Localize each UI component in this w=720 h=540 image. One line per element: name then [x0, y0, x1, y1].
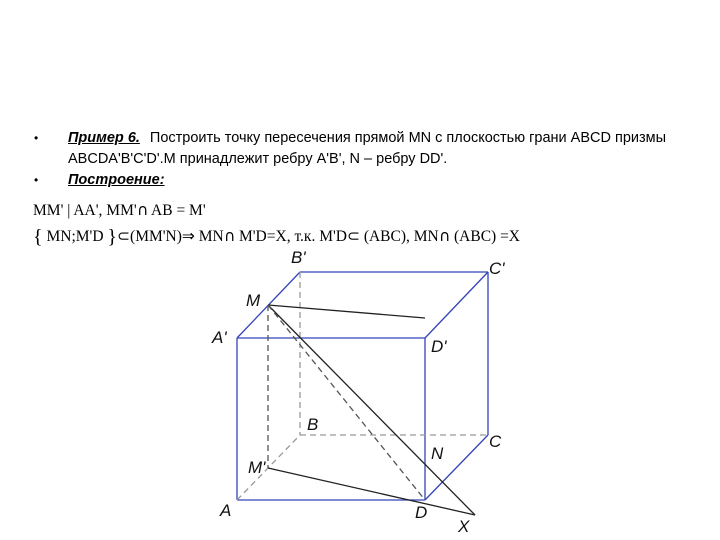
- formula-line2-c: M'D=X, т.к. M'D⊂ (ABC), MN: [235, 228, 439, 245]
- formula-line2-b: (MM'N)⇒ MN: [130, 228, 224, 245]
- right-brace: }: [107, 226, 118, 248]
- formula-line1-a: MM' | AA', MM': [33, 202, 137, 219]
- label-A: A: [220, 501, 232, 520]
- intersection-symbol: ∪: [136, 202, 149, 219]
- label-D1: D': [431, 337, 447, 356]
- label-X: X: [458, 517, 470, 536]
- subset-symbol: ⊂: [117, 228, 131, 245]
- label-M1: M': [248, 458, 266, 477]
- bullet-dot: •: [34, 173, 39, 187]
- formula-line1-b: AB = M': [148, 202, 206, 219]
- label-M: M: [246, 291, 261, 310]
- label-C: C: [489, 432, 502, 451]
- line-M1D-extended: [268, 468, 475, 515]
- formula-line2-d: (ABC) =X: [450, 228, 521, 245]
- bullet-dot: •: [34, 131, 39, 145]
- intersection-symbol: ∪: [223, 228, 236, 245]
- edge-D1C1: [425, 272, 488, 338]
- label-N: N: [431, 444, 444, 463]
- left-brace: {: [33, 226, 43, 248]
- intersection-symbol: ∪: [438, 228, 451, 245]
- label-D: D: [415, 503, 428, 522]
- construction-label: Построение:: [68, 172, 165, 188]
- line-MD1: [268, 305, 425, 318]
- label-B: B: [307, 415, 319, 434]
- example-text: Построить точку пересечения прямой MN с плоскостью грани ABCD призмы ABCDA'B'C'D'.M принадлежит ребру A'B', N – ребру DD'.: [68, 130, 667, 167]
- label-A1: A': [212, 328, 227, 347]
- label-C1: C': [489, 259, 505, 278]
- line-MD: [268, 305, 425, 500]
- construction-hidden-lines: [268, 305, 425, 500]
- label-B1: B': [291, 248, 306, 267]
- formula-line2-a: MN;M'D: [46, 228, 104, 245]
- example-label: Пример 6.: [68, 130, 140, 146]
